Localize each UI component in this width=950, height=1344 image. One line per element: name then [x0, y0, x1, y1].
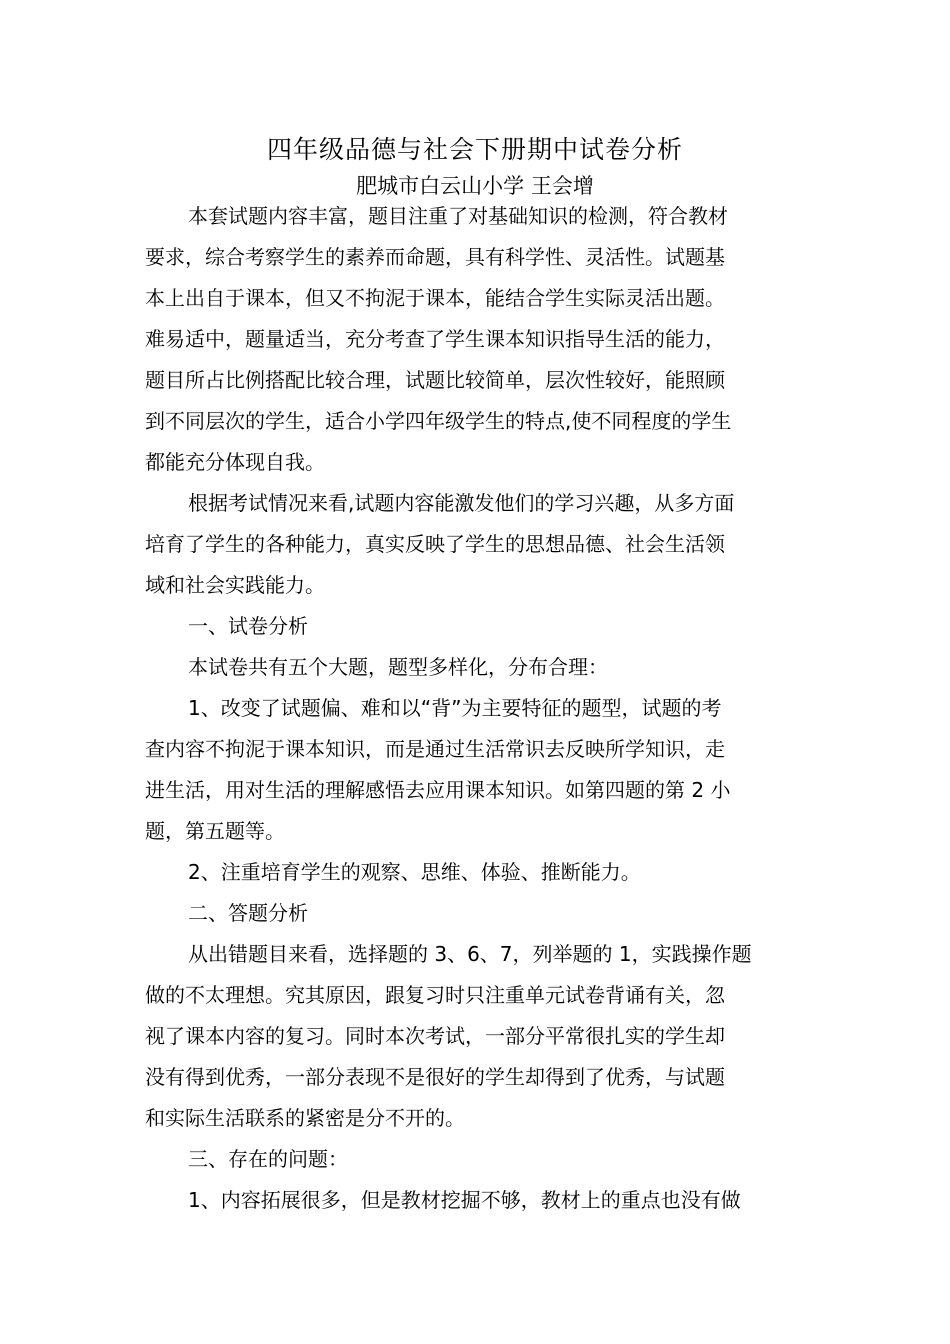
paragraph-line: 做的不太理想。究其原因，跟复习时只注重单元试卷背诵有关，忽 — [145, 983, 725, 1007]
document-title: 四年级品德与社会下册期中试卷分析 — [266, 135, 683, 164]
paragraph-line: 培育了学生的各种能力，真实反映了学生的思想品德、社会生活领 — [145, 532, 725, 556]
section-heading: 三、存在的问题： — [188, 1147, 348, 1171]
document-author: 肥城市白云山小学 王会增 — [356, 174, 594, 198]
paragraph-line: 1、改变了试题偏、难和以“背”为主要特征的题型，试题的考 — [188, 696, 722, 720]
paragraph-line: 进生活，用对生活的理解感悟去应用课本知识。如第四题的第 2 小 — [145, 778, 731, 802]
paragraph-line: 查内容不拘泥于课本知识，而是通过生活常识去反映所学知识，走 — [145, 737, 725, 761]
paragraph-line: 难易适中，题量适当，充分考查了学生课本知识指导生活的能力， — [145, 327, 725, 351]
paragraph-line: 本上出自于课本，但又不拘泥于课本，能结合学生实际灵活出题。 — [145, 286, 725, 310]
paragraph-line: 没有得到优秀，一部分表现不是很好的学生却得到了优秀，与试题 — [145, 1065, 725, 1089]
paragraph-line: 根据考试情况来看,试题内容能激发他们的学习兴趣，从多方面 — [188, 491, 735, 515]
paragraph-line: 要求，综合考察学生的素养而命题，具有科学性、灵活性。试题基 — [145, 245, 725, 269]
paragraph-line: 本套试题内容丰富，题目注重了对基础知识的检测，符合教材 — [188, 204, 728, 228]
paragraph-line: 域和社会实践能力。 — [145, 573, 325, 597]
paragraph-line: 题，第五题等。 — [145, 819, 285, 843]
paragraph-line: 题目所占比例搭配比较合理，试题比较简单，层次性较好，能照顾 — [145, 368, 725, 392]
paragraph-line: 到不同层次的学生，适合小学四年级学生的特点,使不同程度的学生 — [145, 409, 732, 433]
paragraph-line: 从出错题目来看，选择题的 3、6、7，列举题的 1，实践操作题 — [188, 942, 752, 966]
paragraph-line: 和实际生活联系的紧密是分不开的。 — [145, 1106, 465, 1130]
section-heading: 二、答题分析 — [188, 901, 308, 925]
section-heading: 一、试卷分析 — [188, 614, 308, 638]
document-body — [145, 196, 807, 1221]
paragraph-line: 1、内容拓展很多，但是教材挖掘不够，教材上的重点也没有做 — [188, 1188, 741, 1212]
paragraph-line: 本试卷共有五个大题，题型多样化，分布合理： — [188, 655, 608, 679]
paragraph-line: 都能充分体现自我。 — [145, 450, 325, 474]
paragraph-line: 2、注重培育学生的观察、思维、体验、推断能力。 — [188, 860, 641, 884]
paragraph-line: 视了课本内容的复习。同时本次考试，一部分平常很扎实的学生却 — [145, 1024, 725, 1048]
